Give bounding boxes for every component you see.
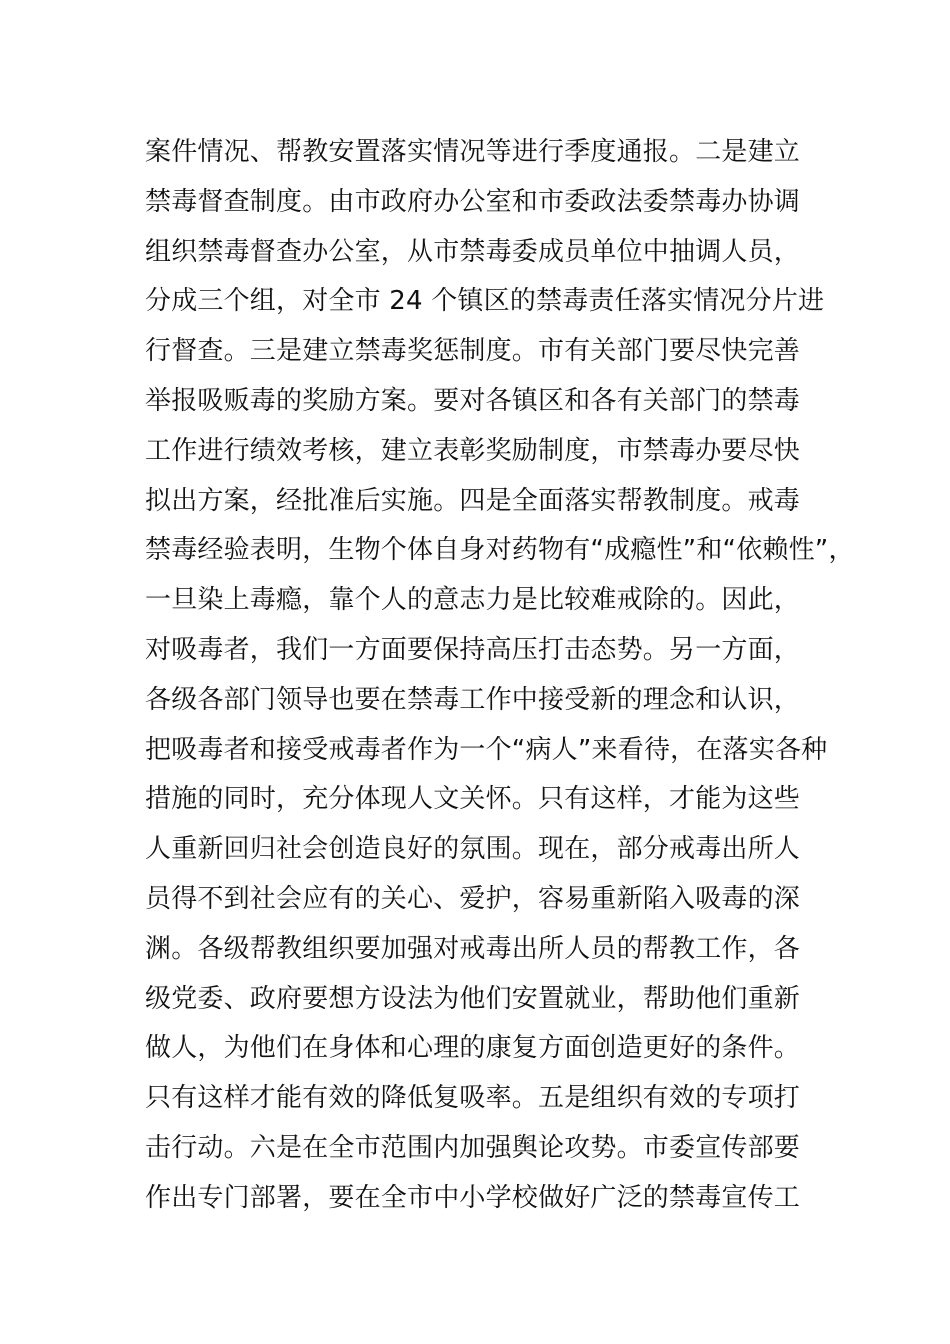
- text-line: 各级各部门领导也要在禁毒工作中接受新的理念和认识，: [145, 684, 801, 715]
- text-line: 禁毒经验表明，生物个体自身对药物有“成瘾性”和“依赖性”，: [145, 535, 855, 566]
- text-line: 把吸毒者和接受戒毒者作为一个“病人”来看待，在落实各种: [145, 734, 828, 765]
- text-line: 击行动。六是在全市范围内加强舆论攻势。市委宣传部要: [145, 1132, 801, 1163]
- text-line: 禁毒督查制度。由市政府办公室和市委政法委禁毒办协调: [145, 186, 801, 217]
- text-line: 工作进行绩效考核，建立表彰奖励制度，市禁毒办要尽快: [145, 435, 801, 466]
- text-line: 拟出方案，经批准后实施。四是全面落实帮教制度。戒毒: [145, 485, 801, 516]
- text-line: 措施的同时，充分体现人文关怀。只有这样，才能为这些: [145, 784, 801, 815]
- text-line: 做人，为他们在身体和心理的康复方面创造更好的条件。: [145, 1033, 801, 1064]
- text-line: 行督查。三是建立禁毒奖惩制度。市有关部门要尽快完善: [145, 336, 801, 367]
- text-line: 员得不到社会应有的关心、爱护，容易重新陷入吸毒的深: [145, 883, 801, 914]
- text-line: 级党委、政府要想方设法为他们安置就业，帮助他们重新: [145, 983, 801, 1014]
- text-line: 渊。各级帮教组织要加强对戒毒出所人员的帮教工作，各: [145, 933, 801, 964]
- text-line: 对吸毒者，我们一方面要保持高压打击态势。另一方面，: [145, 634, 801, 665]
- text-line: 举报吸贩毒的奖励方案。要对各镇区和各有关部门的禁毒: [145, 385, 801, 416]
- text-line: 组织禁毒督查办公室，从市禁毒委成员单位中抽调人员，: [145, 236, 801, 267]
- text-line: 分成三个组，对全市 24 个镇区的禁毒责任落实情况分片进: [145, 286, 825, 317]
- text-line: 案件情况、帮教安置落实情况等进行季度通报。二是建立: [145, 137, 801, 167]
- text-line: 一旦染上毒瘾，靠个人的意志力是比较难戒除的。因此，: [145, 585, 801, 616]
- text-line: 人重新回归社会创造良好的氛围。现在，部分戒毒出所人: [145, 834, 801, 865]
- text-line: 只有这样才能有效的降低复吸率。五是组织有效的专项打: [145, 1083, 801, 1114]
- text-line: 作出专门部署，要在全市中小学校做好广泛的禁毒宣传工: [145, 1182, 801, 1213]
- body-text: [145, 128, 855, 1224]
